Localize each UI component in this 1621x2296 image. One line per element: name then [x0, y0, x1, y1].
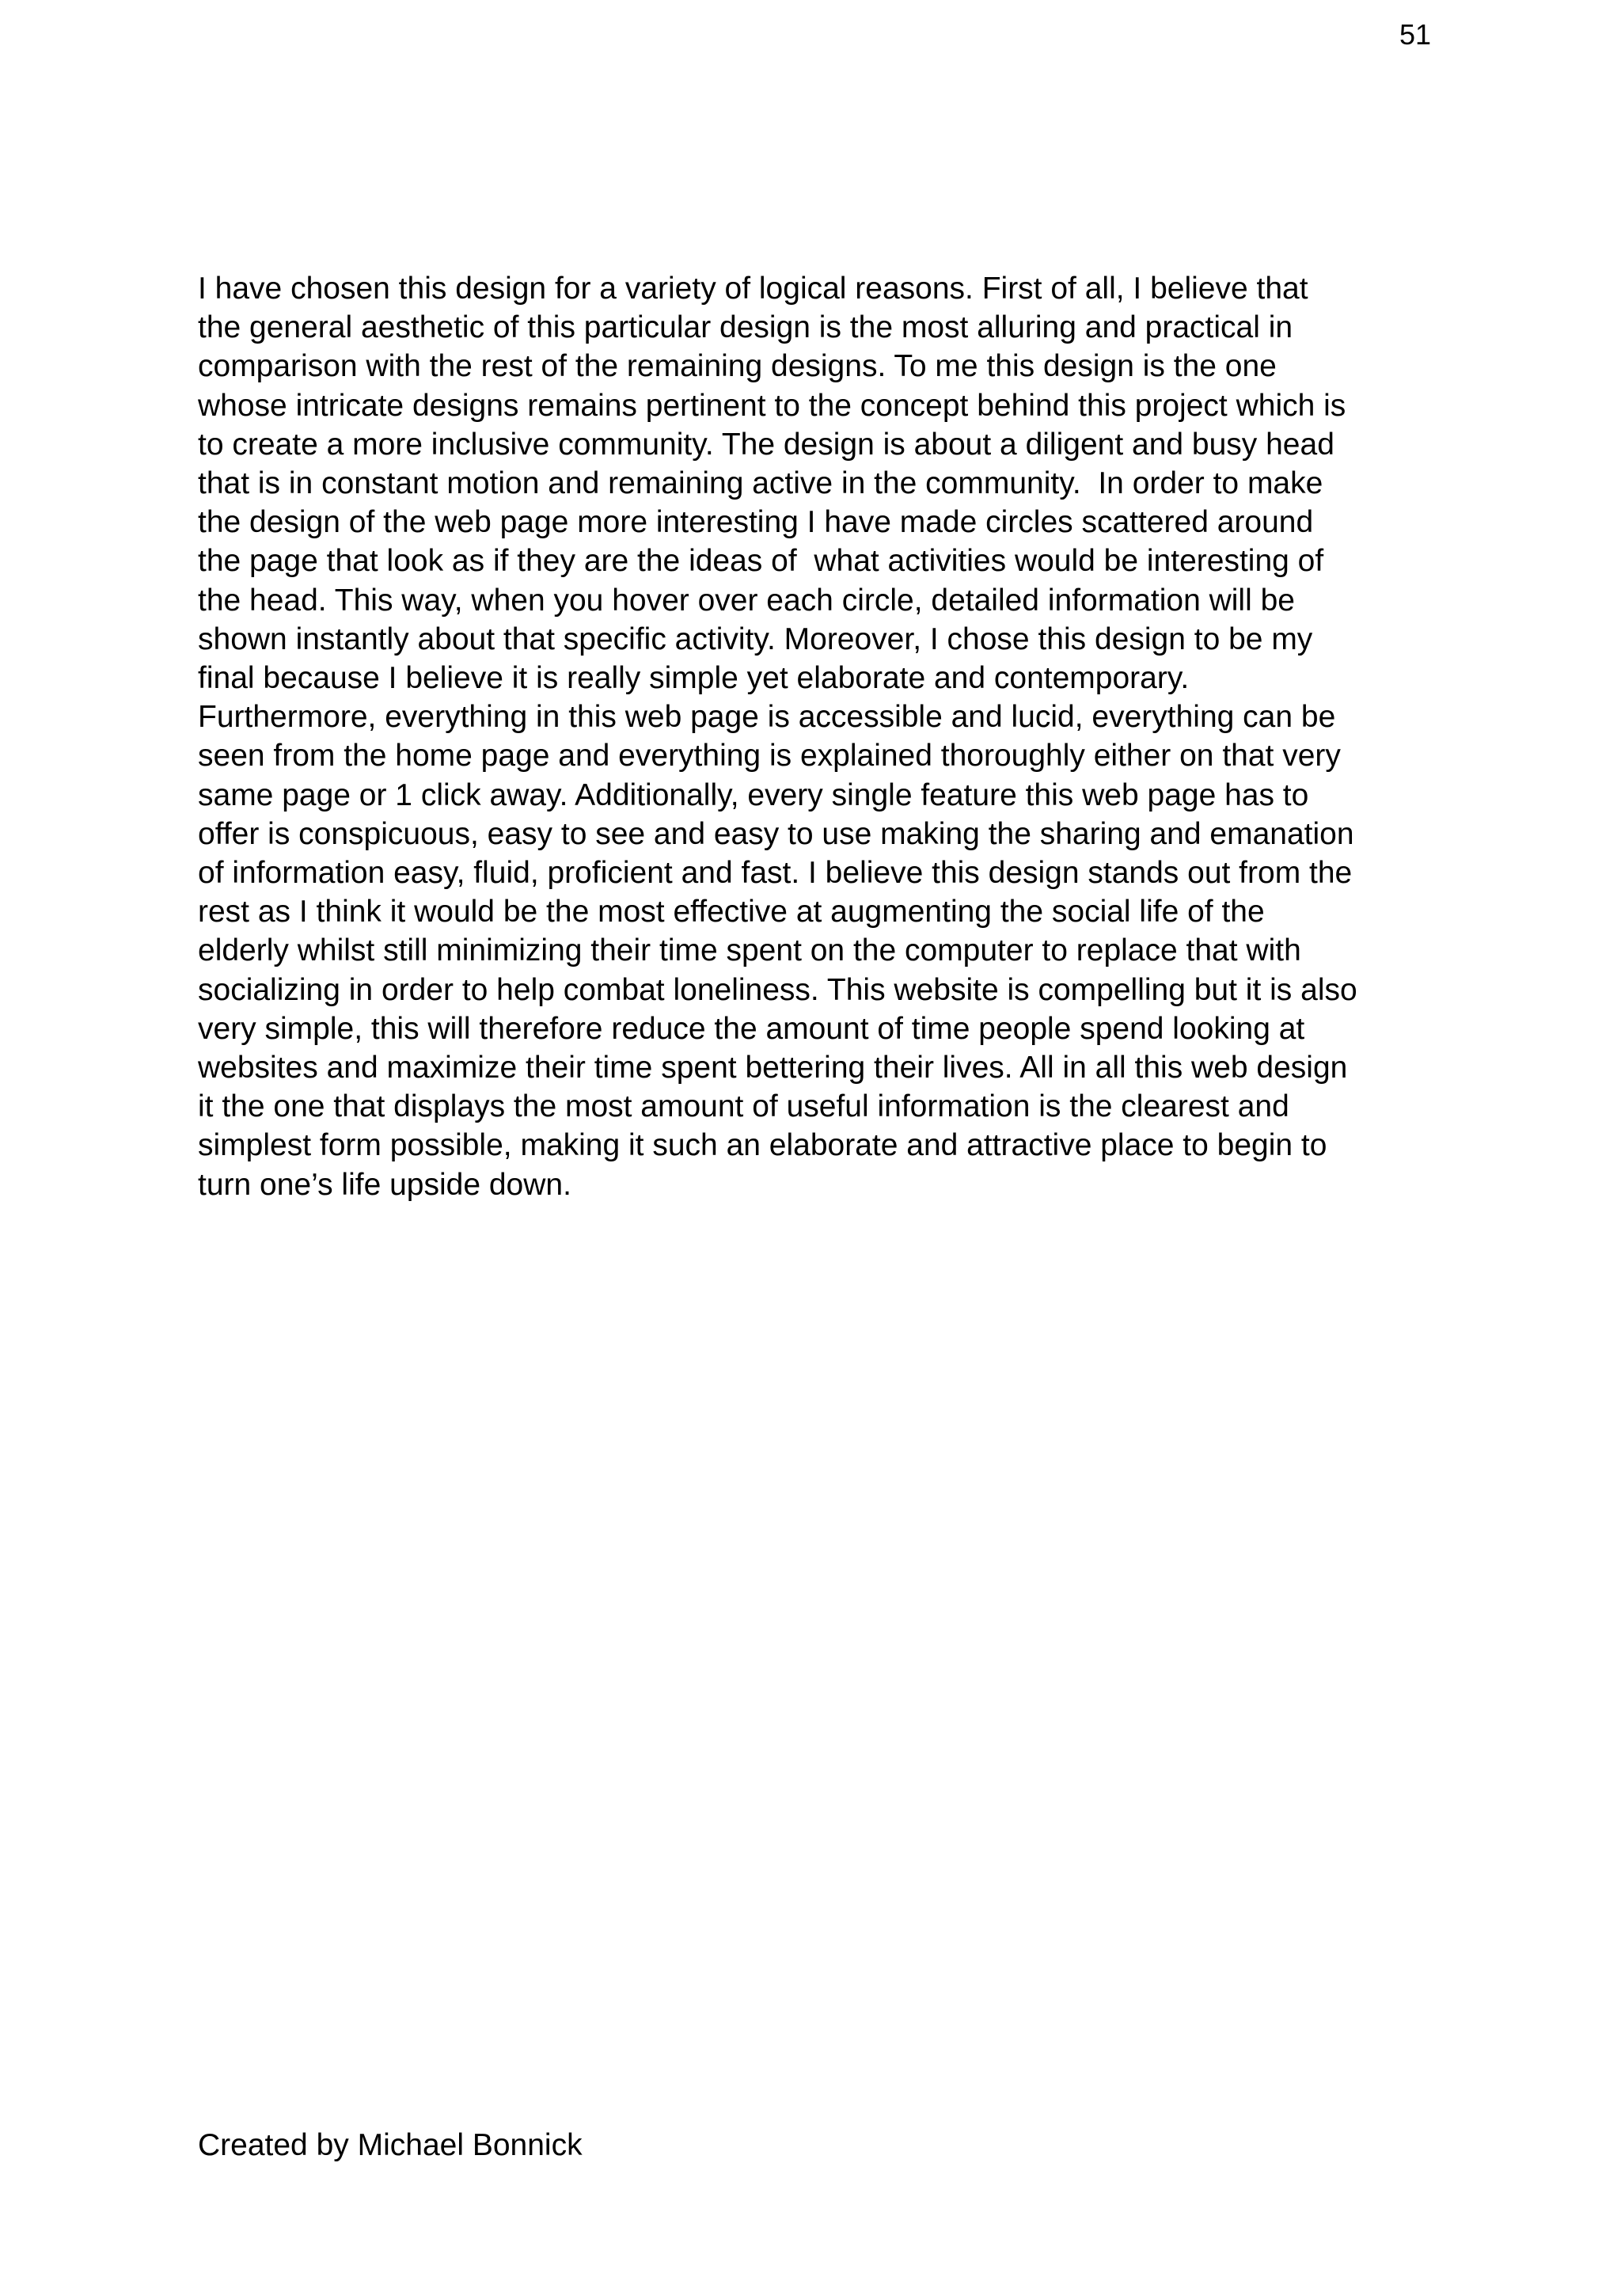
- paragraph-line: it the one that displays the most amount of useful information is the clearest and: [198, 1089, 1289, 1124]
- paragraph-line: of information easy, fluid, proficient and fast. I believe this design stands out from the: [198, 856, 1353, 891]
- paragraph-line: seen from the home page and everything is explained thoroughly either on that very: [198, 739, 1341, 774]
- paragraph-line: the head. This way, when you hover over each circle, detailed information will be: [198, 583, 1295, 618]
- paragraph-line: websites and maximize their time spent bettering their lives. All in all this web design: [198, 1051, 1348, 1085]
- paragraph-line: the page that look as if they are the ideas of what activities would be interesting of: [198, 544, 1324, 579]
- paragraph-line: Furthermore, everything in this web page is accessible and lucid, everything can be: [198, 700, 1336, 735]
- paragraph-line: rest as I think it would be the most effective at augmenting the social life of the: [198, 895, 1265, 929]
- paragraph-line: shown instantly about that specific activity. Moreover, I chose this design to be my: [198, 622, 1313, 656]
- paragraph-line: to create a more inclusive community. The design is about a diligent and busy head: [198, 427, 1334, 462]
- paragraph-line: comparison with the rest of the remaining designs. To me this design is the one: [198, 349, 1277, 384]
- body-paragraph: [198, 269, 1464, 1204]
- paragraph-line: elderly whilst still minimizing their time spent on the computer to replace that with: [198, 933, 1301, 968]
- paragraph-line: offer is conspicuous, easy to see and easy to use making the sharing and emanation: [198, 816, 1354, 851]
- paragraph-line: final because I believe it is really simple yet elaborate and contemporary.: [198, 661, 1190, 696]
- paragraph-line: very simple, this will therefore reduce the amount of time people spend looking at: [198, 1011, 1305, 1046]
- page-number: 51: [1399, 18, 1431, 51]
- paragraph-line: turn one’s life upside down.: [198, 1167, 571, 1202]
- paragraph-line: whose intricate designs remains pertinent to the concept behind this project which is: [198, 388, 1346, 423]
- paragraph-line: the design of the web page more interesting I have made circles scattered around: [198, 505, 1314, 540]
- paragraph-line: simplest form possible, making it such an elaborate and attractive place to begin to: [198, 1128, 1327, 1163]
- paragraph-line: same page or 1 click away. Additionally, every single feature this web page has to: [198, 777, 1309, 812]
- footer-credit: Created by Michael Bonnick: [198, 2128, 583, 2162]
- paragraph-line: the general aesthetic of this particular design is the most alluring and practical in: [198, 310, 1293, 345]
- paragraph-line: I have chosen this design for a variety of logical reasons. First of all, I believe that: [198, 272, 1308, 306]
- paragraph-line: that is in constant motion and remaining active in the community. In order to make: [198, 466, 1323, 501]
- paragraph-line: socializing in order to help combat loneliness. This website is compelling but it is also: [198, 972, 1357, 1007]
